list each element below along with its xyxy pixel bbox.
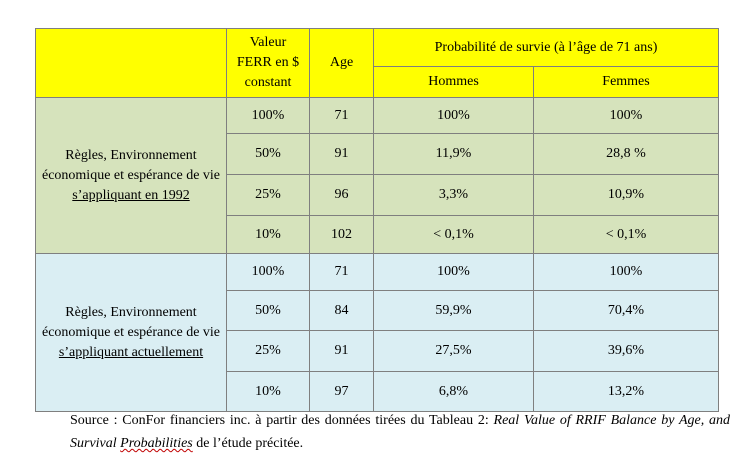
cell-women: < 0,1% bbox=[534, 216, 719, 254]
cell-age: 84 bbox=[310, 291, 374, 331]
source-title-flagged-word: Probabilities bbox=[120, 436, 193, 451]
source-suffix: de l’étude précitée. bbox=[192, 436, 304, 451]
group-label-underlined: s’appliquant en 1992 bbox=[72, 187, 190, 203]
cell-age: 71 bbox=[310, 254, 374, 291]
header-men: Hommes bbox=[374, 67, 534, 98]
cell-value: 25% bbox=[227, 331, 310, 372]
cell-value: 10% bbox=[227, 216, 310, 254]
cell-men: 6,8% bbox=[374, 372, 534, 412]
cell-age: 97 bbox=[310, 372, 374, 412]
group-label-current bbox=[36, 254, 227, 412]
cell-value: 50% bbox=[227, 291, 310, 331]
header-ferr-line3: constant bbox=[244, 75, 292, 90]
cell-women: 100% bbox=[534, 98, 719, 134]
cell-value: 25% bbox=[227, 175, 310, 216]
cell-men: 3,3% bbox=[374, 175, 534, 216]
group-label-1992 bbox=[36, 98, 227, 254]
group-label-text: Règles, Environnement économique et espérance de vie bbox=[41, 304, 221, 340]
header-women: Femmes bbox=[534, 67, 719, 98]
cell-age: 91 bbox=[310, 331, 374, 372]
source-note bbox=[70, 409, 730, 455]
cell-value: 10% bbox=[227, 372, 310, 412]
cell-women: 10,9% bbox=[534, 175, 719, 216]
cell-men: 100% bbox=[374, 254, 534, 291]
header-age: Age bbox=[310, 29, 374, 98]
source-prefix: Source : ConFor financiers inc. à partir des données tirées du Tableau 2: bbox=[70, 413, 494, 428]
cell-age: 96 bbox=[310, 175, 374, 216]
cell-age: 91 bbox=[310, 134, 374, 175]
cell-age: 102 bbox=[310, 216, 374, 254]
cell-men: 11,9% bbox=[374, 134, 534, 175]
group-label-text: Règles, Environnement économique et espérance de vie bbox=[41, 147, 221, 183]
cell-men: 27,5% bbox=[374, 331, 534, 372]
table-row bbox=[36, 254, 719, 291]
source-title: Real Value of RRIF Balance by Age, and Survival bbox=[70, 413, 731, 451]
cell-women: 70,4% bbox=[534, 291, 719, 331]
header-ferr-value bbox=[227, 29, 310, 98]
header-ferr-line2: FERR en $ bbox=[236, 55, 300, 70]
header-empty-cell bbox=[36, 29, 227, 98]
group-label-underlined: s’appliquant actuellement bbox=[58, 344, 204, 360]
table-row bbox=[36, 98, 719, 134]
cell-value: 50% bbox=[227, 134, 310, 175]
cell-men: < 0,1% bbox=[374, 216, 534, 254]
header-ferr-line1: Valeur bbox=[249, 35, 287, 50]
cell-men: 100% bbox=[374, 98, 534, 134]
header-survival-probability: Probabilité de survie (à l’âge de 71 ans) bbox=[374, 29, 719, 67]
cell-women: 13,2% bbox=[534, 372, 719, 412]
cell-value: 100% bbox=[227, 254, 310, 291]
cell-women: 28,8 % bbox=[534, 134, 719, 175]
cell-women: 39,6% bbox=[534, 331, 719, 372]
cell-men: 59,9% bbox=[374, 291, 534, 331]
survival-table bbox=[35, 28, 719, 412]
cell-age: 71 bbox=[310, 98, 374, 134]
cell-women: 100% bbox=[534, 254, 719, 291]
cell-value: 100% bbox=[227, 98, 310, 134]
